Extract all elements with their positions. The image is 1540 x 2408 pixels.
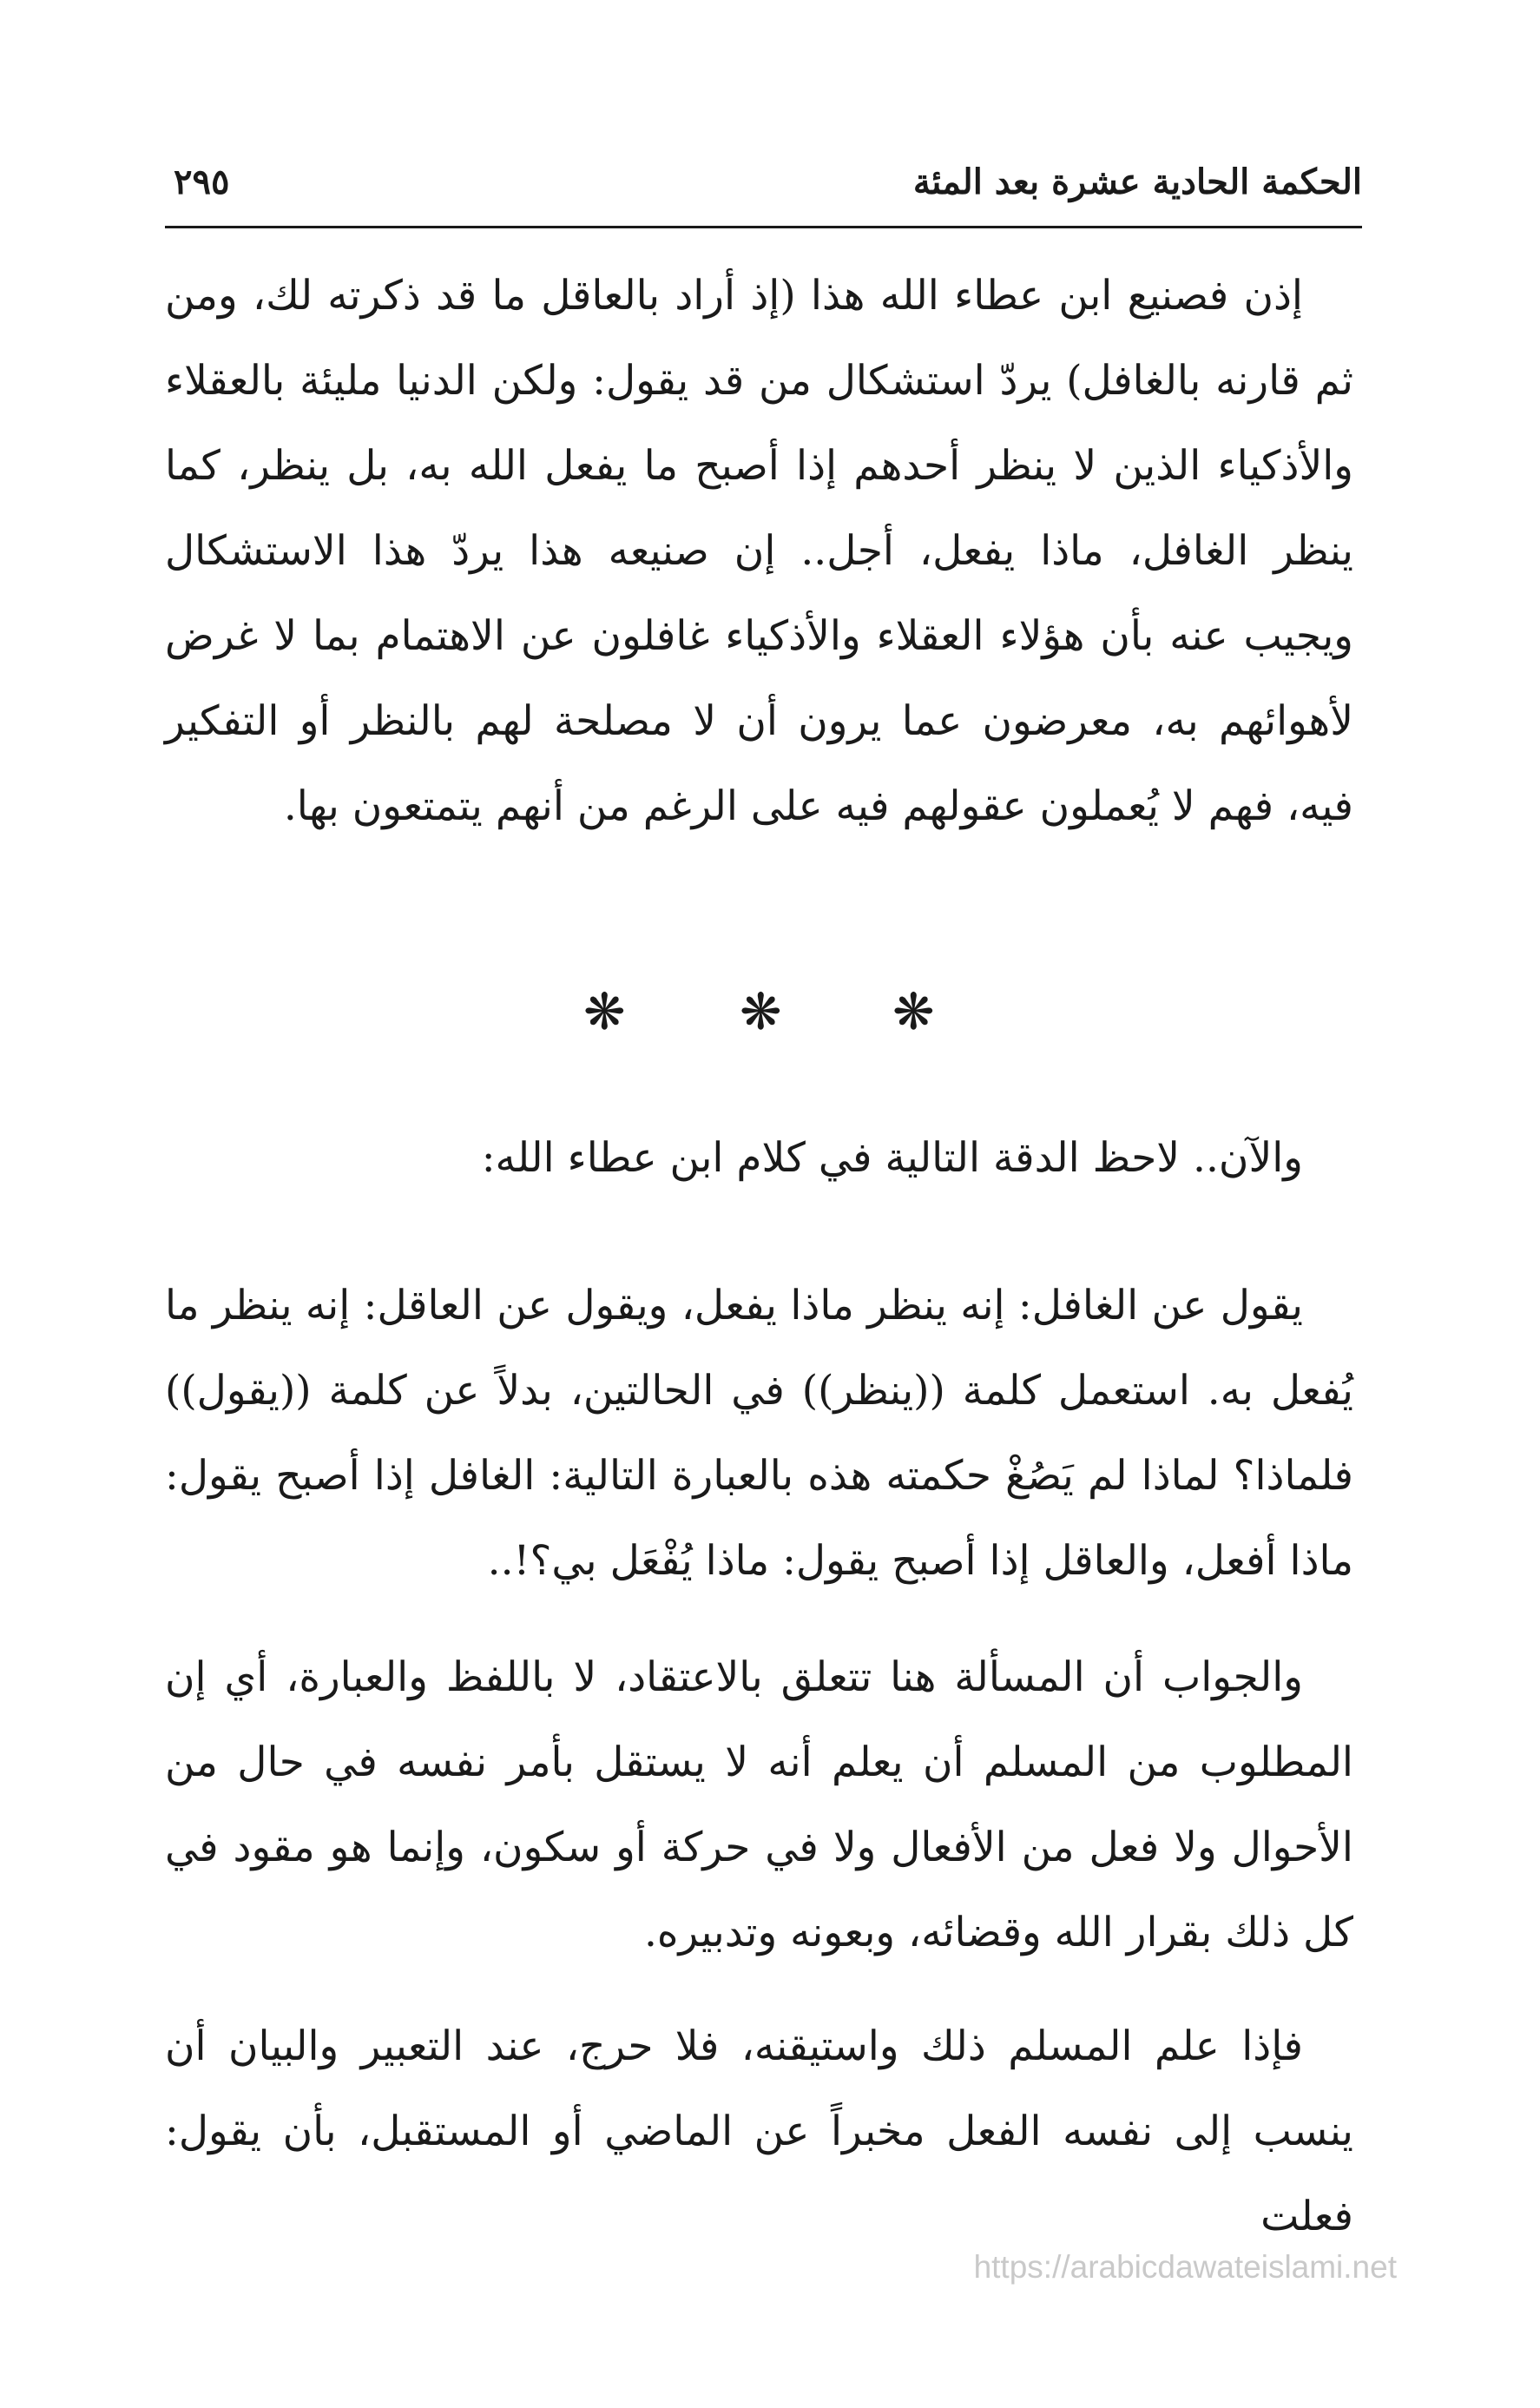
paragraph-4 <box>165 1635 1353 1976</box>
header-rule <box>165 226 1362 228</box>
paragraph-text: إذن فصنيع ابن عطاء الله هذا (إذ أراد بالعاقل ما قد ذكرته لك، ومن ثم قارنه بالغافل) يردّ استشكال من قد يقول: ولكن الدنيا مليئة بالعقلاء والأذكياء الذين لا ينظر أحدهم إذا أصبح ما يفعل الله به، بل ينظر، كما ينظر الغافل، ماذا يفعل، أجل.. إن صنيعه هذا يردّ هذا الاستشكال ويجيب عنه بأن هؤلاء العقلاء والأذكياء غافلون عن الاهتمام بما لا غرض لأهوائهم به، معرضون عما يرون أن لا مصلحة لهم بالنظر أو التفكير فيه، فهم لا يُعملون عقولهم فيه على الرغم من أنهم يتمتعون بها. <box>165 272 1353 830</box>
asterism-star-icon: ❋ <box>892 982 935 1041</box>
paragraph-5 <box>165 2004 1353 2260</box>
asterism-star-icon: ❋ <box>583 982 626 1041</box>
paragraph-text: والجواب أن المسألة هنا تتعلق بالاعتقاد، لا باللفظ والعبارة، أي إن المطلوب من المسلم أن يعلم أنه لا يستقل بأمر نفسه في حال من الأحوال ولا فعل من الأفعال ولا في حركة أو سكون، وإنما هو مقود في كل ذلك بقرار الله وقضائه، وبعونه وتدبيره. <box>165 1653 1353 1956</box>
paragraph-text: فإذا علم المسلم ذلك واستيقنه، فلا حرج، عند التعبير والبيان أن ينسب إلى نفسه الفعل مخبراً عن الماضي أو المستقبل، بأن يقول: فعلت <box>165 2022 1353 2240</box>
page-number: ٢٩٥ <box>174 162 230 202</box>
paragraph-text: والآن.. لاحظ الدقة التالية في كلام ابن عطاء الله: <box>481 1134 1303 1182</box>
running-title: الحكمة الحادية عشرة بعد المئة <box>912 162 1362 202</box>
paragraph-text: يقول عن الغافل: إنه ينظر ماذا يفعل، ويقول عن العاقل: إنه ينظر ما يُفعل به. استعمل كلمة ((ينظر)) في الحالتين، بدلاً عن كلمة ((يقول)) فلماذا؟ لماذا لم يَصُغْ حكمته هذه بالعبارة التالية: الغافل إذا أصبح يقول: ماذا أفعل، والعاقل إذا أصبح يقول: ماذا يُفْعَل بي؟!.. <box>165 1282 1353 1585</box>
paragraph-1 <box>165 254 1353 849</box>
watermark-url: https://arabicdawateislami.net <box>973 2249 1397 2285</box>
asterism-star-icon: ❋ <box>740 982 782 1041</box>
section-separator <box>0 977 1540 1046</box>
paragraph-3 <box>165 1263 1353 1604</box>
page-header <box>165 155 1362 233</box>
paragraph-2 <box>165 1116 1353 1201</box>
